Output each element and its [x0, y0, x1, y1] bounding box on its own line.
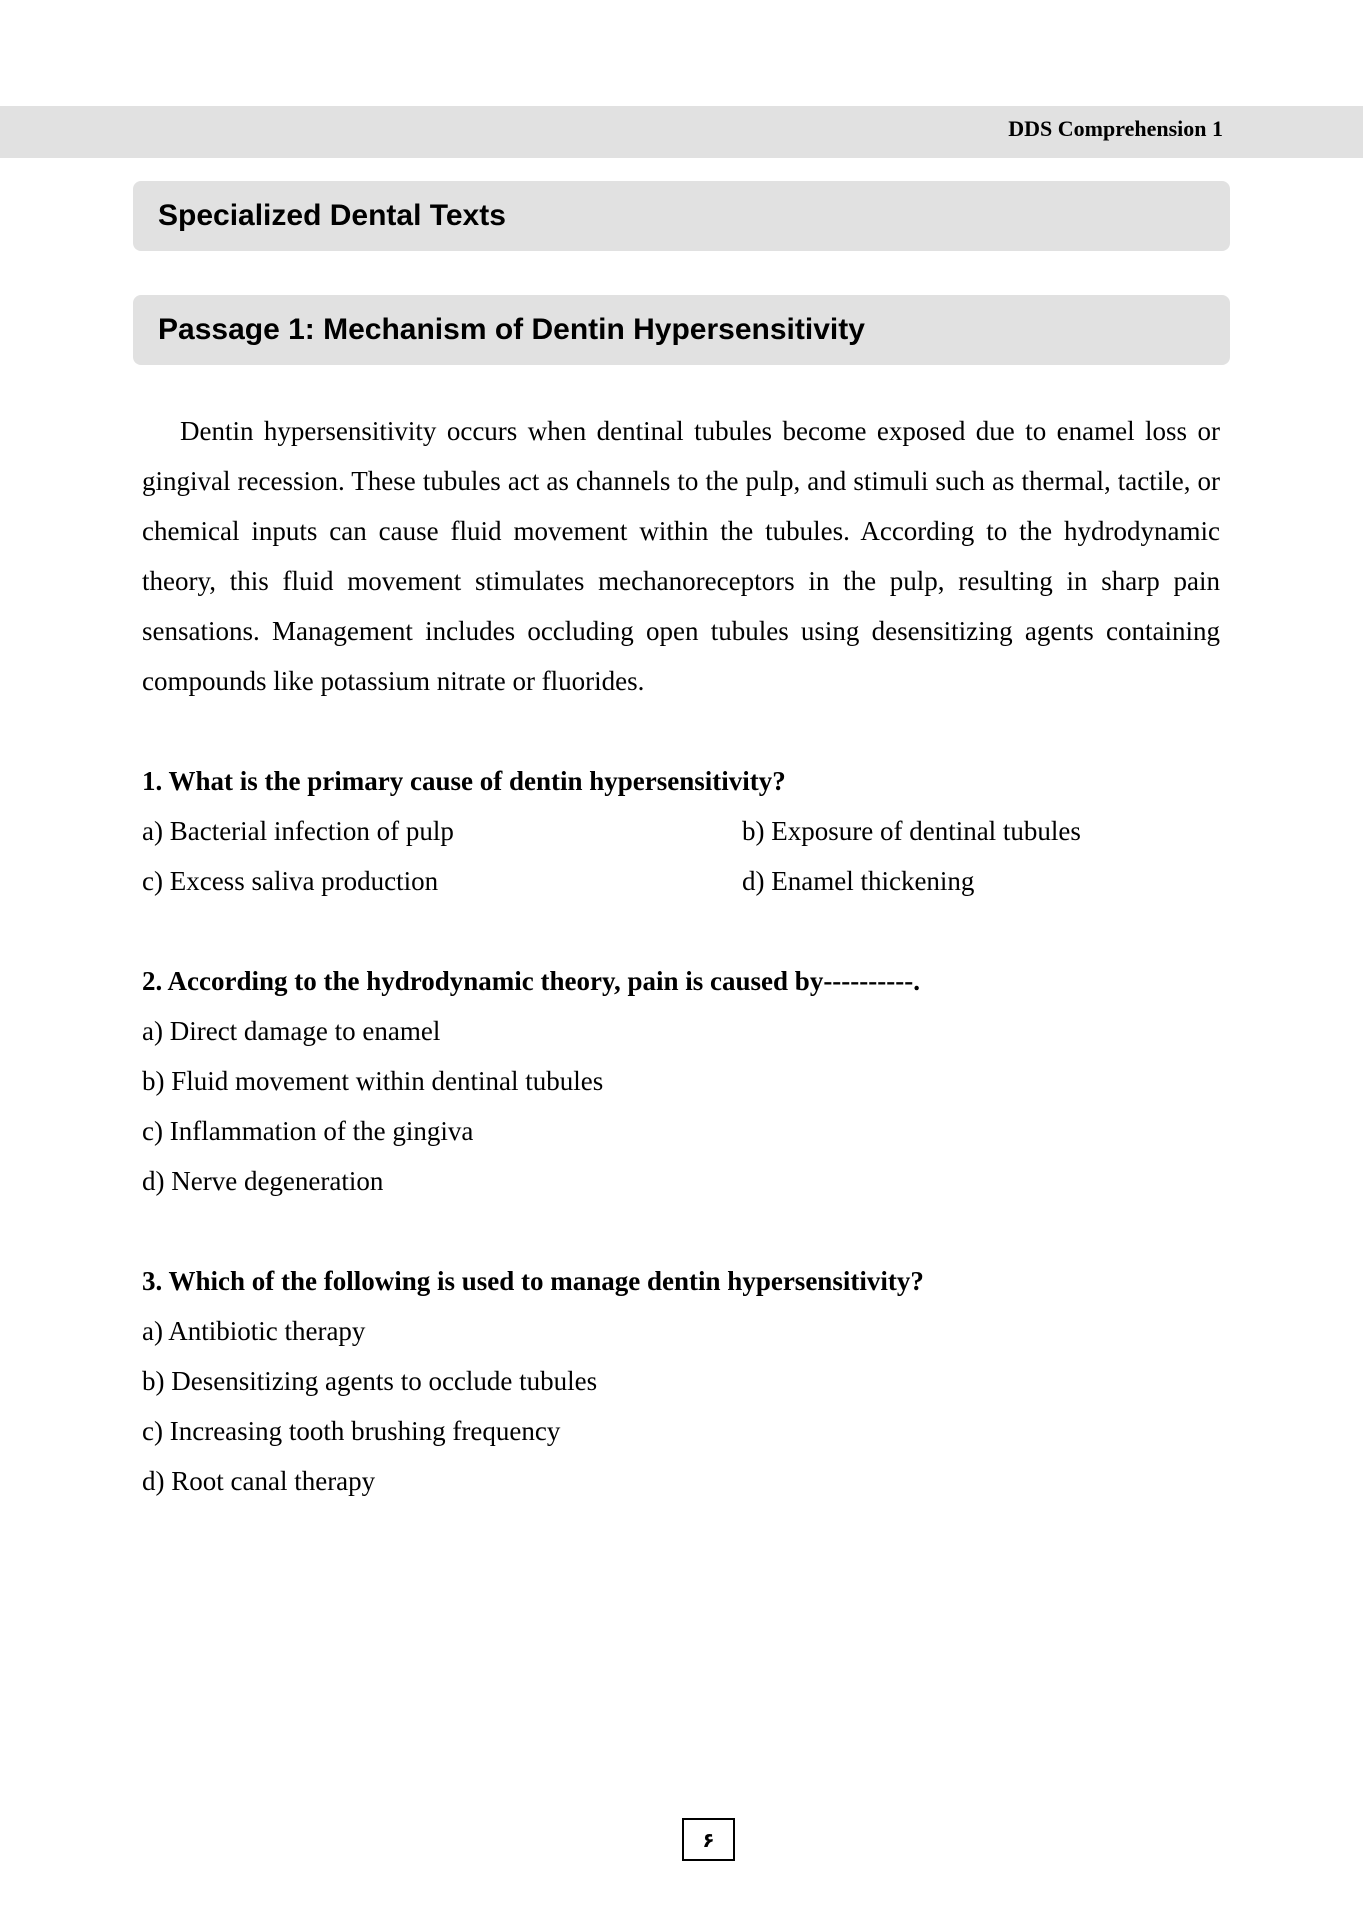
running-header-title: DDS Comprehension 1 [1008, 116, 1223, 141]
question-3 [142, 1256, 1220, 1506]
option-d: d) Nerve degeneration [142, 1166, 384, 1196]
option-b: b) Desensitizing agents to occlude tubules [142, 1366, 598, 1396]
question-stem: 3. Which of the following is used to manage dentin hypersensitivity? [142, 1266, 924, 1296]
option-d: d) Root canal therapy [142, 1466, 376, 1496]
passage-heading: Passage 1: Mechanism of Dentin Hypersensitivity [158, 313, 865, 346]
option-b: b) Fluid movement within dentinal tubules [142, 1066, 604, 1096]
passage-paragraph: Dentin hypersensitivity occurs when dentinal tubules become exposed due to enamel loss or gingival recession. These tubules act as channels to the pulp, and stimuli such as thermal, tactile, or chemical inputs can cause fluid movement within the tubules. According to the hydrodynamic theory, this fluid movement stimulates mechanoreceptors in the pulp, resulting in sharp pain sensations. Management includes occluding open tubules using desensitizing agents containing compounds like potassium nitrate or fluorides. [142, 416, 1220, 696]
option-c: c) Excess saliva production [142, 866, 439, 896]
page-number: ۶ [702, 1827, 715, 1852]
question-stem: 2. According to the hydrodynamic theory, pain is caused by----------. [142, 966, 920, 996]
question-2 [142, 956, 1220, 1206]
question-stem: 1. What is the primary cause of dentin hypersensitivity? [142, 766, 786, 796]
option-d: d) Enamel thickening [742, 866, 975, 896]
option-b: b) Exposure of dentinal tubules [742, 816, 1081, 846]
page-number-box [682, 1818, 735, 1861]
section-heading: Specialized Dental Texts [158, 199, 506, 232]
question-1 [142, 756, 1220, 906]
option-c: c) Increasing tooth brushing frequency [142, 1416, 561, 1446]
passage-heading-box [133, 295, 1230, 365]
options-grid [142, 806, 1220, 906]
option-a: a) Bacterial infection of pulp [142, 816, 454, 846]
option-a: a) Antibiotic therapy [142, 1316, 366, 1346]
option-a: a) Direct damage to enamel [142, 1016, 441, 1046]
option-c: c) Inflammation of the gingiva [142, 1116, 474, 1146]
section-heading-box [133, 181, 1230, 251]
